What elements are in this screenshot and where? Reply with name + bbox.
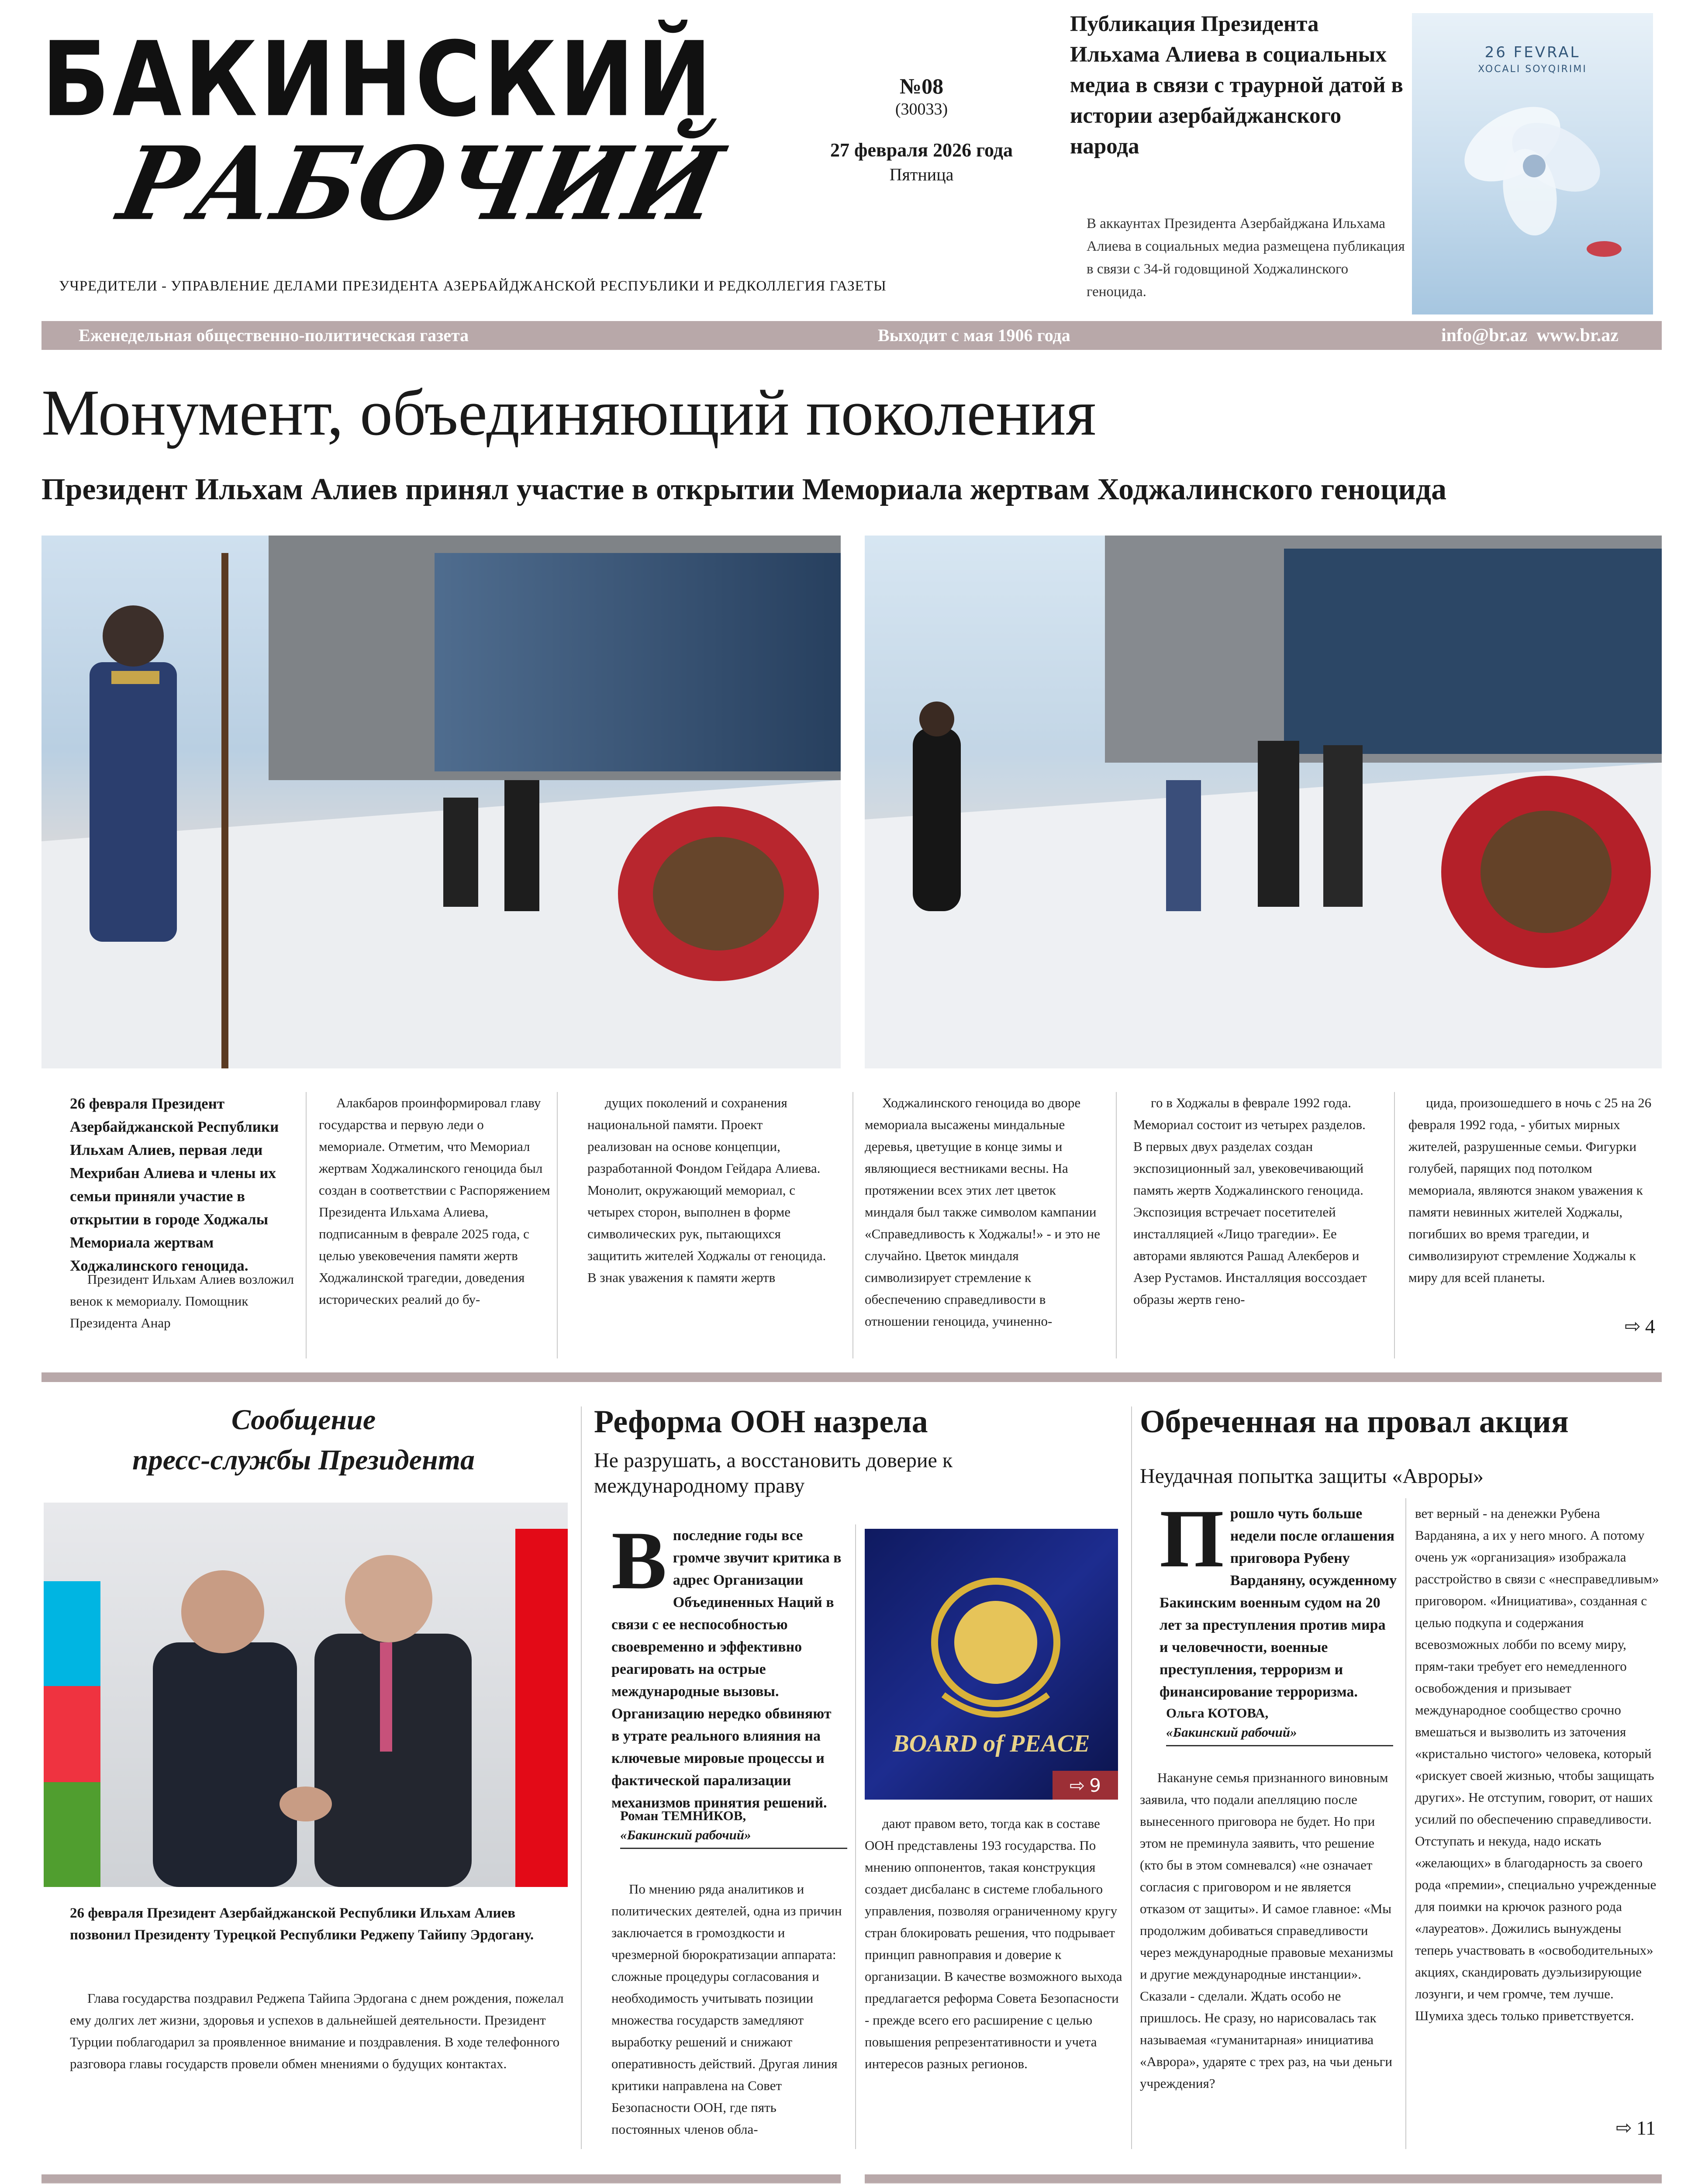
issue-date: 27 февраля 2026 года [830, 139, 1013, 161]
handshake-scene [44, 1503, 568, 1887]
press-title[interactable] [41, 1400, 566, 1480]
aurora-continued[interactable] [1616, 2116, 1656, 2139]
main-col3: дущих поколений и сохранения национальной памяти. Проект реализован на основе концепции, разработанной Фондом Гейдара Алиева. Монолит, окружающий мемориал, с четырех сторон, выполнен в форме символических рук, пытающихся защитить жителей Ходжалы от геноцида. В знак уважения к памяти жертв [587, 1095, 826, 1285]
memorial-scene-left [41, 536, 841, 1068]
poster-sub: XOCALI SOYQIRIMI [1478, 64, 1587, 75]
press-photo[interactable] [44, 1503, 568, 1887]
aurora-author-paper: «Бакинский рабочий» [1166, 1724, 1297, 1740]
aurora-title[interactable]: Обреченная на провал акция [1140, 1404, 1569, 1440]
main-continued-page: 4 [1645, 1315, 1655, 1337]
board-of-peace-photo[interactable] [865, 1529, 1118, 1800]
un-subtitle: Не разрушать, а восстановить доверие к международному праву [594, 1449, 953, 1497]
main-subtitle: Президент Ильхам Алиев принял участие в открытии Мемориала жертвам Ходжалинского геноцида [41, 473, 1447, 506]
un-col1: По мнению ряда аналитиков и политических деятелей, одна из причин заключается в громоздкости и чрезмерной бюрократизации аппарата: сложные процедуры согласования и необходимость учитывать позиции множества государств замедляют выработку решений и снижают оперативность действий. Другая линия критики направлена на Совет Безопасности ООН, где пять постоянных членов обла- [611, 1881, 842, 2137]
poster-date: 26 FEVRAL [1484, 44, 1581, 61]
col-sep [557, 1092, 558, 1358]
col-sep [306, 1092, 307, 1358]
aurora-col1: Накануне семья признанного виновным заявила, что подали апелляцию после вынесенного приговора не будет. Но при этом не преминула заявить, что решение (кто бы в этом сомневался) «не означает согласия с приговором и не является отказом от защиты». И самое главное: «Мы продолжим добиваться справедливости через международные правовые механизмы и другие международные инстанции». Сказали - сделали. Ждать особо не пришлось. Не сразу, но нарисовалась так называемая «гуманитарная» инициатива «Аврора», ударяте с трех раз, на чьи деньги учреждения? [1140, 1770, 1394, 2091]
col-sep [1131, 1406, 1132, 2149]
aurora-continued-page: 11 [1636, 2117, 1656, 2139]
contacts[interactable]: info@br.az www.br.az [1441, 325, 1619, 346]
continue-arrow-icon: ⇨ [1625, 1315, 1641, 1337]
board-caption: BOARD of PEACE [893, 1730, 1090, 1757]
press-caption: 26 февраля Президент Азербайджанской Республики Ильхам Алиев позвонил Президенту Турецкой Республики Реджепу Тайипу Эрдогану. [70, 1905, 534, 1943]
aurora-author-rule [1166, 1745, 1393, 1746]
masthead-name-top: БАКИНСКИЙ [41, 20, 714, 140]
un-author-name: Роман ТЕМНИКОВ, [620, 1808, 746, 1823]
founders-line: УЧРЕДИТЕЛИ - УПРАВЛЕНИЕ ДЕЛАМИ ПРЕЗИДЕНТА АЗЕРБАЙДЖАНСКОЙ РЕСПУБЛИКИ И РЕДКОЛЛЕГИЯ ГАЗЕТЫ [59, 278, 887, 294]
un-page-number: 9 [1089, 1774, 1101, 1796]
main-col2: Алакбаров проинформировал главу государства и первую леди о мемориале. Отметим, что Мемориал жертвам Ходжалинского геноцида был создан в соответствии с Распоряжением Президента Ильхама Алиева, подписанным в феврале 2025 года, с целью увековечения памяти жертв Ходжалинской трагедии, доведения исторических реалий до бу- [319, 1095, 550, 1307]
since: Выходит с мая 1906 года [878, 325, 1070, 345]
memorial-photo-left[interactable] [41, 536, 841, 1068]
issue-block [812, 73, 1031, 186]
main-title[interactable]: Монумент, объединяющий поколения [41, 377, 1096, 449]
masthead-name-bottom: РАБОЧИЙ [110, 124, 733, 243]
main-continued[interactable] [1625, 1315, 1655, 1338]
khojaly-box [41, 2174, 841, 2184]
page-arrow-icon: ⇨ [1070, 1774, 1085, 1796]
un-author [620, 1806, 847, 1845]
aurora-author-name: Ольга КОТОВА, [1166, 1705, 1269, 1721]
main-col1: Президент Ильхам Алиев возложил венок к мемориалу. Помощник Президента Анар [70, 1272, 294, 1330]
promo-title[interactable]: Публикация Президента Ильхама Алиева в социальных медиа в связи с траурной датой в истории азербайджанского народа [1070, 12, 1403, 159]
col-sep [852, 1092, 853, 1358]
col-sep [1394, 1092, 1395, 1358]
brit-box [865, 2174, 1662, 2184]
main-col5: го в Ходжалы в феврале 1992 года. Мемориал состоит из четырех разделов. В первых двух разделах создан экспозиционный зал, увековечивающий память жертв Ходжалинского геноцида. Экспозиция встречает посетителей инсталляцией «Лицо трагедии». Ее авторами являются Рашад Алекберов и Азер Рустамов. Инсталляция воссоздает образы жертв гено- [1133, 1095, 1367, 1307]
col-sep [1116, 1092, 1117, 1358]
main-col6: цида, произошедшего в ночь с 25 на 26 февраля 1992 года, - убитых мирных жителей, разрушенные семьи. Фигурки голубей, парящих под потолком мемориала, являются знаком уважения к памяти невинных жителей Ходжалы, погибших во время трагедии, и символизируют стремление Ходжалы к миру для всей планеты. [1408, 1095, 1652, 1285]
un-lead-text: последние годы все громче звучит критика в адрес Организации Объединенных Наций в связи с ее неспособностью своевременно и эффективно реагировать на острые международные вызовы. Организацию нередко обвиняют в утрате реального влияния на ключевые мировые процессы и фактической парализации механизмов принятия решений. [611, 1527, 842, 1811]
un-title[interactable]: Реформа ООН назрела [594, 1404, 928, 1440]
un-author-rule [620, 1848, 847, 1849]
memorial-photo-right[interactable] [865, 536, 1662, 1068]
aurora-author [1166, 1704, 1393, 1742]
aurora-subtitle: Неудачная попытка защиты «Авроры» [1140, 1465, 1484, 1488]
un-author-paper: «Бакинский рабочий» [620, 1827, 751, 1842]
press-title-line2: пресс-службы Президента [132, 1444, 475, 1476]
main-lead: 26 февраля Президент Азербайджанской Республики Ильхам Алиев, первая леди Мехрибан Алиева и члены их семьи приняли участие в открытии в городе Ходжалы Мемориала жертвам Ходжалинского геноцида. [70, 1095, 279, 1274]
aurora-lead-text: рошло чуть больше недели после оглашения приговора Рубену Варданяну, осужденному Бакинским военным судом на 20 лет за преступления против мира и человечности, военные преступления, терроризм и финансирование терроризма. [1160, 1506, 1397, 1700]
divider [41, 1372, 1662, 1382]
un-lead [611, 1515, 843, 1814]
col-sep [581, 1406, 582, 2149]
un-col2: дают правом вето, тогда как в составе ООН представлены 193 государства. По мнению оппонентов, такая конструкция создает дисбаланс в системе глобального управления, позволяя ограниченному кругу стран блокировать решения, что подрывает принцип равноправия и доверие к организации. В качестве возможного выхода предлагается реформа Совета Безопасности - прежде всего его расширение с целью повышения репрезентативности и учета интересов разных регионов. [865, 1816, 1122, 2071]
aurora-lead [1160, 1493, 1398, 1703]
press-text: Глава государства поздравил Реджепа Тайипа Эрдогана с днем рождения, пожелал ему долгих лет жизни, здоровья и успехов в дальнейшей деятельности. Президент Турции поблагодарил за проявленное внимание и поздравления. В ходе телефонного разговора главы государств провели обмен мнениями о будущих контактах. [70, 1990, 564, 2071]
masthead-name [41, 20, 775, 253]
tagline: Еженедельная общественно-политическая газета [79, 325, 469, 345]
continue-arrow-icon: ⇨ [1616, 2117, 1632, 2139]
board-emblem-icon [865, 1529, 1118, 1800]
issue-weekday: Пятница [889, 165, 954, 184]
aurora-col2: вет верный - на денежки Рубена Варданяна, а их у него много. А потому очень уж «организация» изображала расстройство в связи с «несправедливым» приговором. «Инициатива», созданная с целью подкупа и содержания всевозможных лобби по всему миру, прям-таки требует его немедленного освобождения и призывает международное сообщество срочно вмешаться и вызволить из заточения «кристально чистого» человека, который «рискует своей жизнью, чтобы защищать других». Не отступим, говорит, от наших усилий по обеспечению справедливости. Отступать и некуда, надо искать «желающих» в благодарность за своего рода «премии», специально учрежденные для поимки на крючок разного рода «лауреатов». Дожились вынуждены теперь участвовать в «освободительных» акциях, скандировать дуэльизирующие лозунги, и чем громче, тем лучше. Шумиха здесь только приветствуется. [1415, 1506, 1659, 2023]
issue-number: №08 [899, 74, 944, 98]
memorial-scene-right [865, 536, 1662, 1068]
promo-text: В аккаунтах Президента Азербайджана Ильхама Алиева в социальных медиа размещена публикация в связи с 34-й годовщиной Ходжалинского геноцида. [1087, 216, 1405, 300]
memorial-poster[interactable] [1412, 13, 1653, 314]
un-dropcap: В [611, 1515, 667, 1607]
col-sep [1405, 1498, 1406, 2149]
un-page-tag[interactable] [1053, 1771, 1118, 1800]
almond-flower-icon [1412, 13, 1653, 314]
aurora-dropcap: П [1160, 1493, 1224, 1585]
main-col4: Ходжалинского геноцида во дворе мемориала высажены миндальные деревья, цветущие в конце зимы и являющиеся вестниками весны. На протяжении всех этих лет цветок миндаля был также символом кампании «Справедливость к Ходжалы!» - и это не случайно. Цветок миндаля символизирует стремление к обеспечению справедливости в отношении геноцида, учиненно- [865, 1095, 1100, 1329]
col-sep [855, 1524, 856, 2149]
press-title-line1: Сообщение [231, 1404, 376, 1436]
issue-sub: (30033) [895, 100, 948, 118]
